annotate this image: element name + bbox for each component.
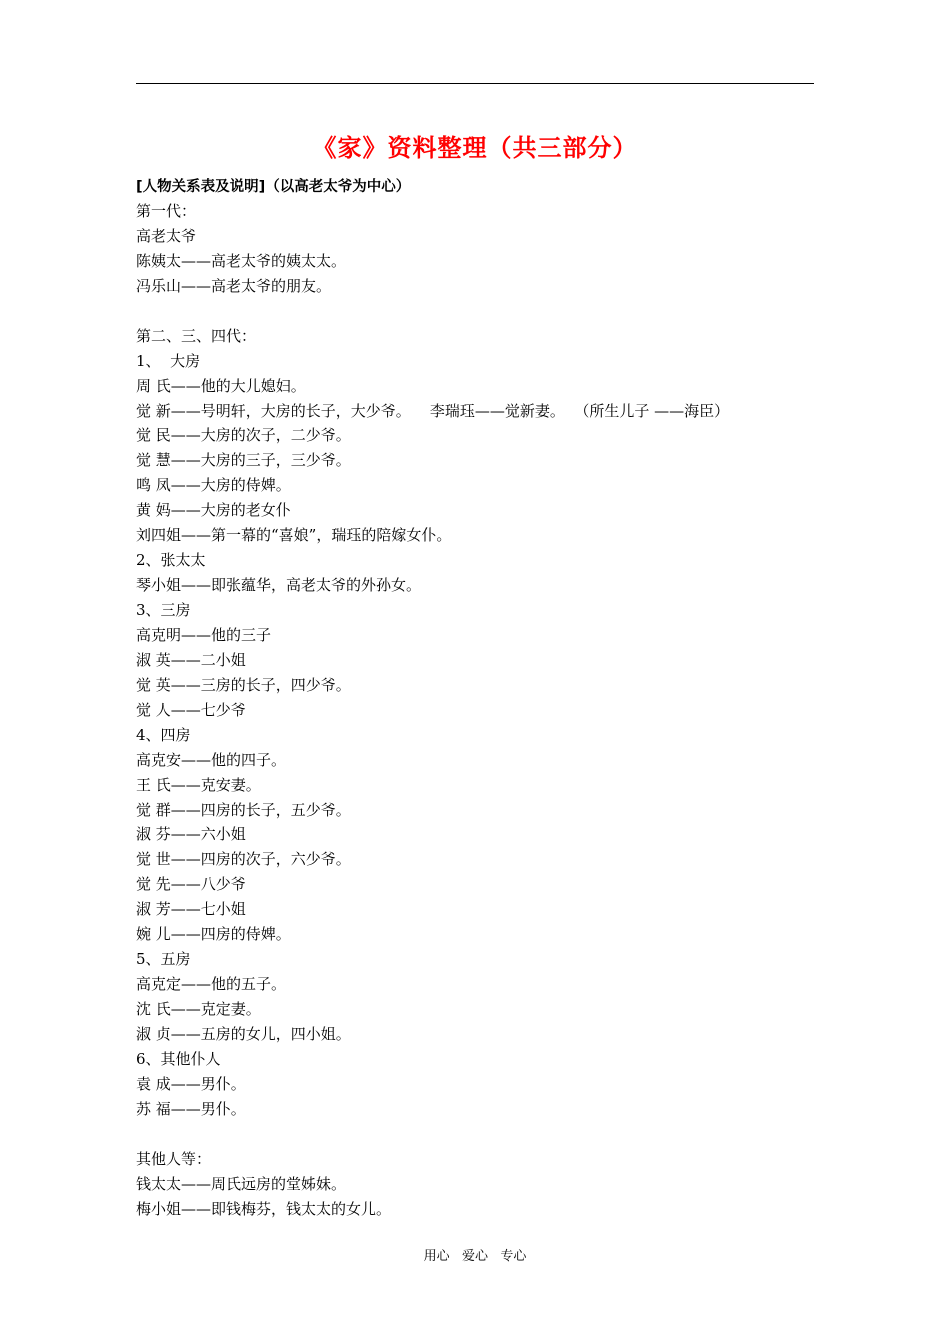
text-line: 高克明——他的三子: [136, 625, 272, 644]
text-line: 觉 英——三房的长子，四少爷。: [136, 675, 351, 694]
text-line: 第二、三、四代：: [136, 326, 257, 345]
text-line: 高克定——他的五子。: [136, 975, 287, 994]
text-line: 冯乐山——高老太爷的朋友。: [136, 276, 332, 295]
text-line: 高克安——他的四子。: [136, 750, 287, 769]
text-line: 王 氏——克安妻。: [136, 775, 261, 794]
text-line: 苏 福——男仆。: [136, 1099, 246, 1118]
text-line: 觉 慧——大房的三子，三少爷。: [136, 451, 351, 470]
text-line: 周 氏——他的大儿媳妇。: [136, 376, 306, 395]
document-body: [136, 199, 836, 1221]
text-line: 婉 儿——四房的侍婢。: [136, 925, 291, 944]
text-line: 觉 人——七少爷: [136, 700, 246, 719]
text-line: 淑 芳——七小姐: [136, 900, 246, 919]
text-line: 高老太爷: [136, 226, 197, 245]
text-line: 4、四房: [136, 725, 191, 744]
text-line: 琴小姐——即张蕴华，高老太爷的外孙女。: [136, 576, 422, 595]
document-title: 《家》资料整理（共三部分）: [312, 134, 638, 162]
text-line: 2、张太太: [136, 551, 206, 570]
text-line: 觉 新——号明轩，大房的长子，大少爷。 李瑞珏——觉新妻。 （所生儿子 ——海臣）: [136, 401, 730, 420]
page-footer: 用心 爱心 专心: [423, 1249, 527, 1264]
text-line: 淑 英——二小姐: [136, 650, 246, 669]
text-line: 其他人等：: [136, 1149, 212, 1168]
blank-line: [136, 1122, 836, 1147]
text-line: 淑 贞——五房的女儿，四小姐。: [136, 1024, 351, 1043]
text-line: 觉 先——八少爷: [136, 875, 246, 894]
text-line: 淑 芬——六小姐: [136, 825, 246, 844]
text-line: 沈 氏——克定妻。: [136, 1000, 261, 1018]
text-line: 觉 民——大房的次子，二少爷。: [136, 426, 351, 445]
text-line: 觉 世——四房的次子，六少爷。: [136, 850, 351, 869]
text-line: 钱太太——周氏远房的堂姊妹。: [136, 1174, 347, 1193]
text-line: 第一代：: [136, 202, 197, 220]
text-line: 1、 大房: [136, 351, 201, 370]
text-line: 鸣 凤——大房的侍婢。: [136, 476, 291, 495]
text-line: 5、五房: [136, 950, 191, 969]
text-line: 6、其他仆人: [136, 1049, 221, 1068]
text-line: 黄 妈——大房的老女仆: [136, 501, 291, 520]
header-rule: [136, 83, 814, 84]
blank-line: [136, 299, 836, 324]
text-line: 梅小姐——即钱梅芬，钱太太的女儿。: [136, 1199, 392, 1218]
text-line: 刘四姐——第一幕的“喜娘”，瑞珏的陪嫁女仆。: [136, 526, 452, 545]
text-line: 觉 群——四房的长子，五少爷。: [136, 800, 351, 819]
text-line: 3、三房: [136, 601, 191, 619]
text-line: 陈姨太——高老太爷的姨太太。: [136, 251, 347, 270]
section-heading: [人物关系表及说明]（以高老太爷为中心）: [136, 179, 411, 195]
text-line: 袁 成——男仆。: [136, 1074, 246, 1093]
